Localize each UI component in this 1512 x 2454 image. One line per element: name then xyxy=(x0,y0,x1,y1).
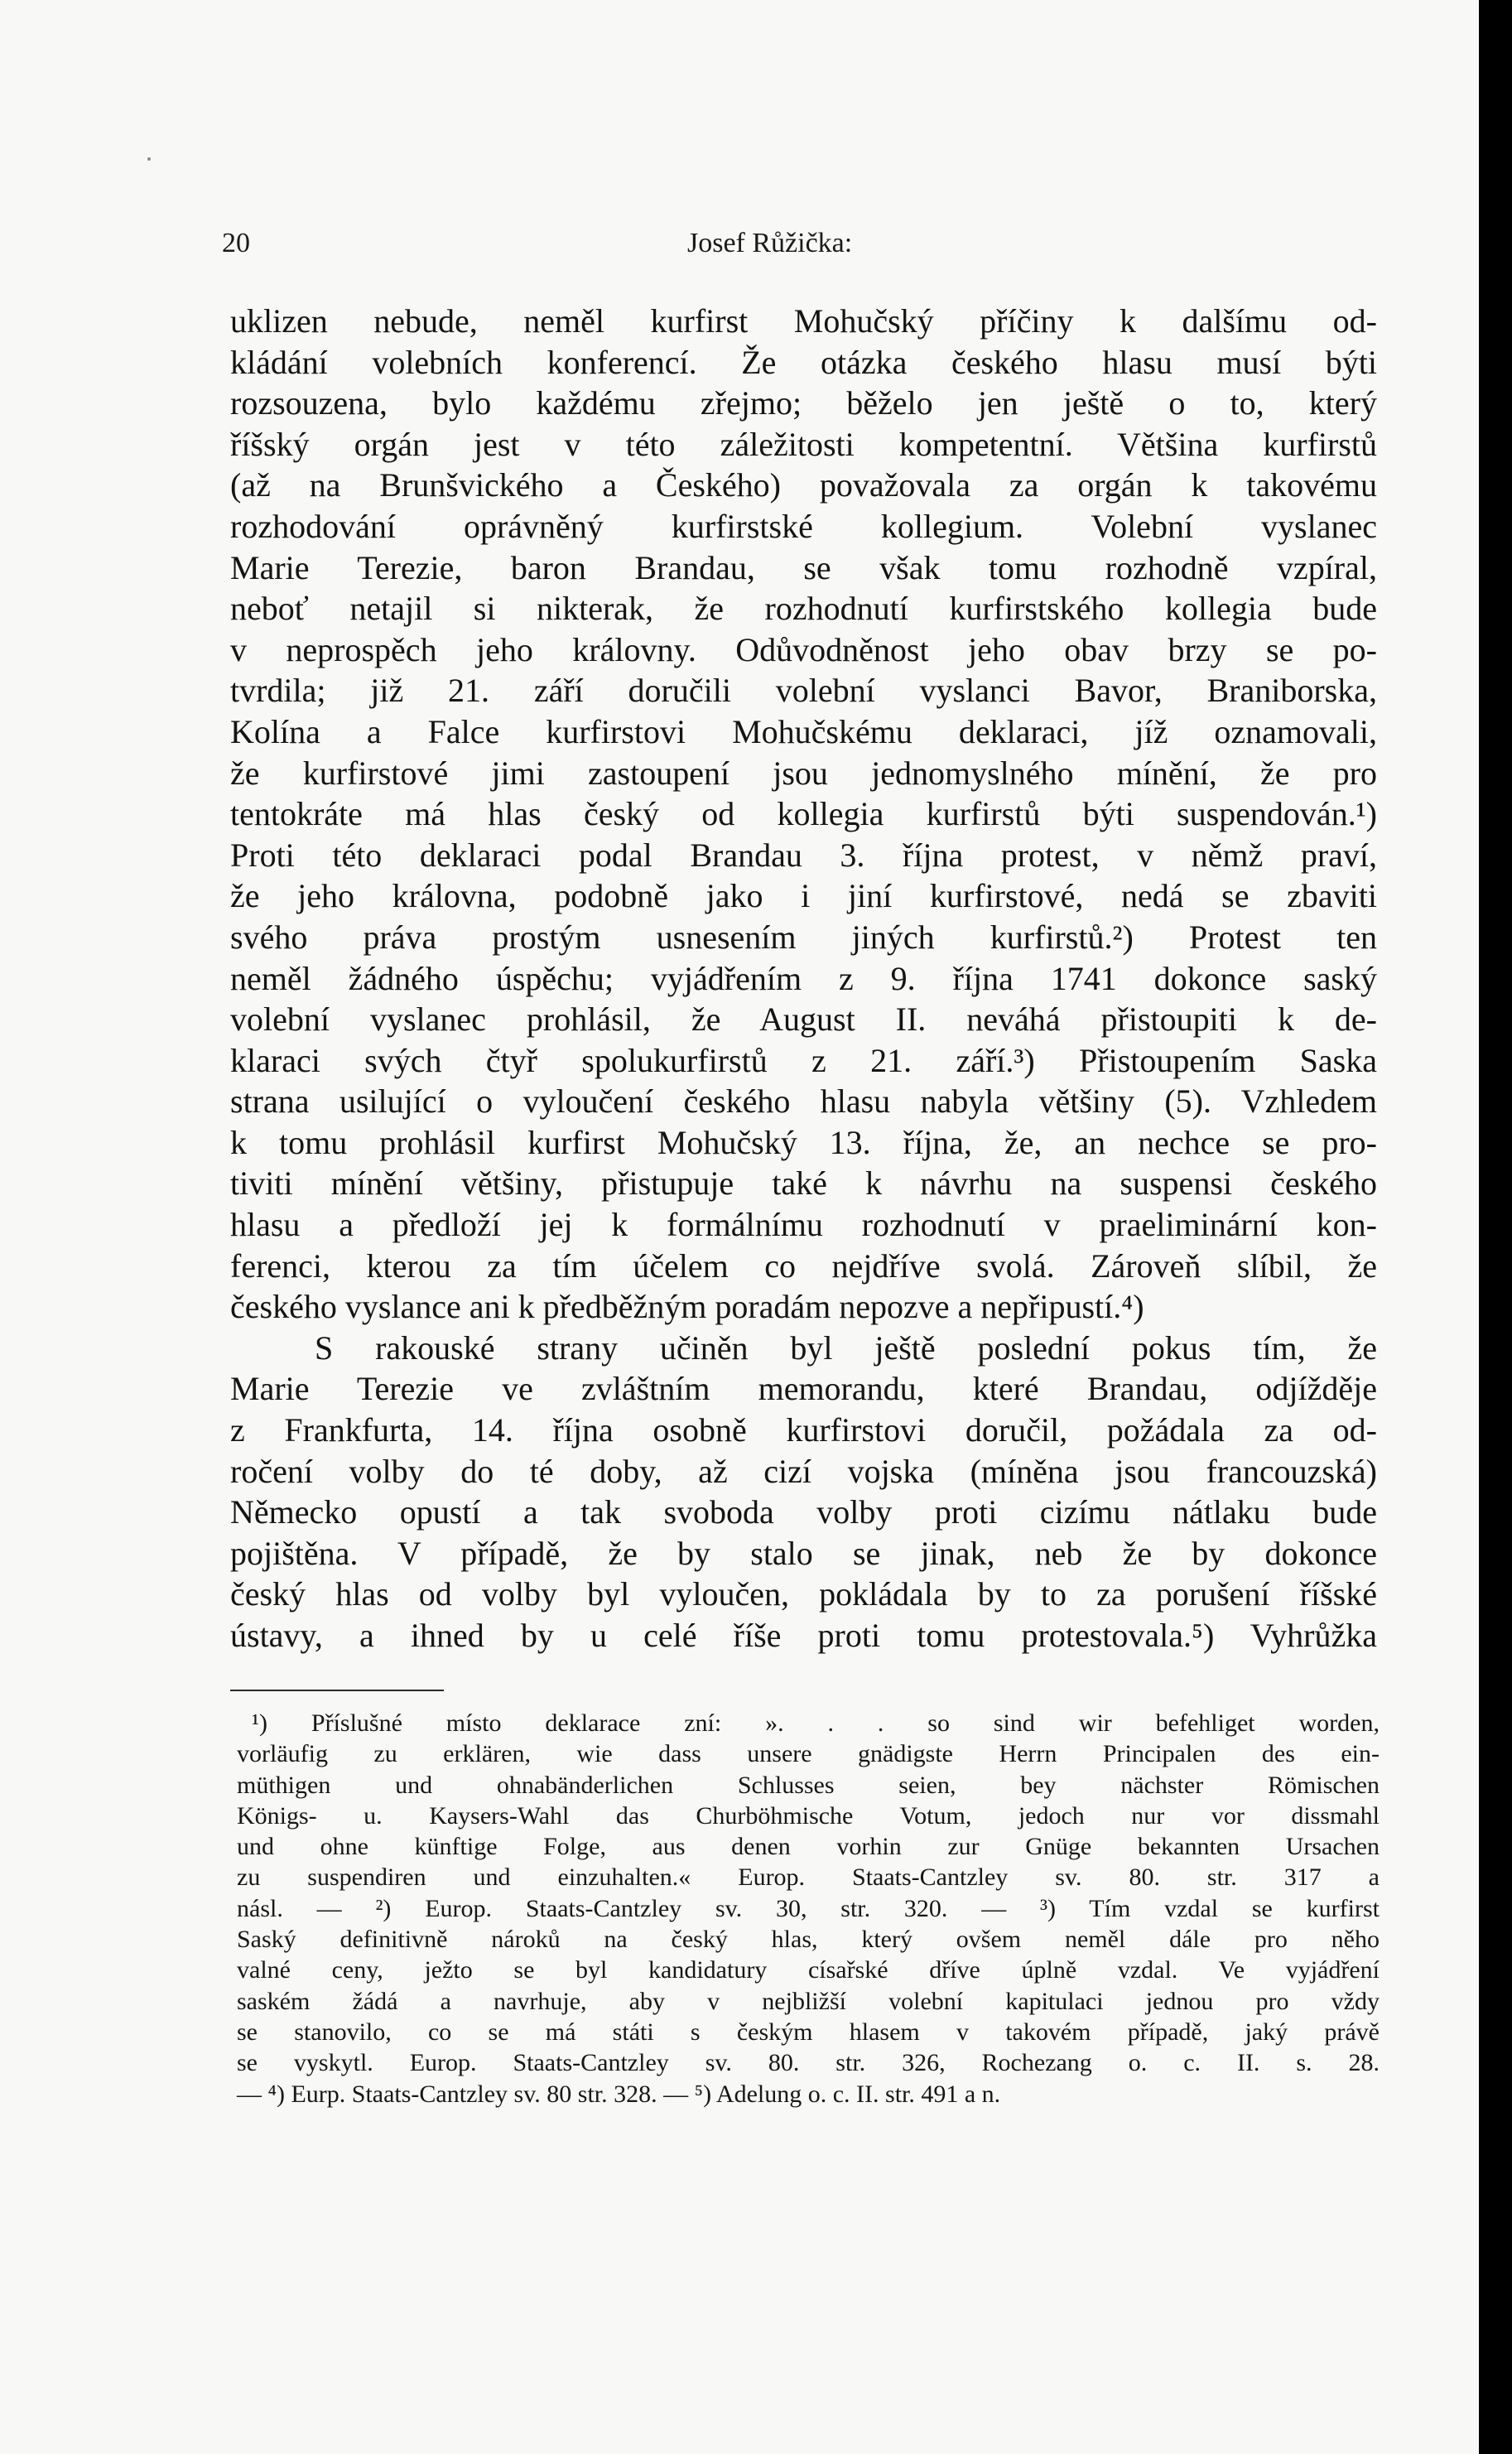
text-line: rozsouzena, bylo každému zřejmo; běželo jen ještě o to, který xyxy=(230,384,1377,422)
footnote-line: müthigen und ohnabänderlichen Schlusses seien, bey nächster Römischen xyxy=(237,1771,1380,1799)
text-line: uklizen nebude, neměl kurfirst Mohučský příčiny k dalšímu od- xyxy=(230,302,1377,340)
text-line: k tomu prohlásil kurfirst Mohučský 13. října, že, an nechce se pro- xyxy=(230,1123,1377,1161)
footnote-line: zu suspendiren und einzuhalten.« Europ. Staats-Cantzley sv. 80. str. 317 a xyxy=(237,1863,1380,1892)
text-line: Proti této deklaraci podal Brandau 3. října protest, v němž praví, xyxy=(230,836,1377,874)
text-line: pojištěna. V případě, že by stalo se jinak, neb že by dokonce xyxy=(230,1534,1377,1572)
footnote-line: Saský definitivně nároků na český hlas, který ovšem neměl dále pro něho xyxy=(237,1926,1380,1954)
text-line: ferenci, kterou za tím účelem co nejdříve svolá. Zároveň slíbil, že xyxy=(230,1246,1377,1285)
running-head: Josef Růžička: xyxy=(687,228,853,258)
text-line: hlasu a předloží jej k formálnímu rozhodnutí v praeliminární kon- xyxy=(230,1206,1377,1244)
footnote-line: und ohne künftige Folge, aus denen vorhin zur Gnüge bekannten Ursachen xyxy=(237,1833,1380,1861)
text-line: v neprospěch jeho královny. Odůvodněnost jeho obav brzy se po- xyxy=(230,630,1377,668)
text-line: volební vyslanec prohlásil, že August II. neváhá přistoupiti k de- xyxy=(230,1000,1377,1039)
text-line: rozhodování oprávněný kurfirstské kollegium. Volební vyslanec xyxy=(230,507,1377,545)
footnote-line: saském žádá a navrhuje, aby v nejbližší volební kapitulaci jednou pro vždy xyxy=(237,1987,1380,2015)
footnote-line: — ⁴) Eurp. Staats-Cantzley sv. 80 str. 328. — ⁵) Adelung o. c. II. str. 491 a n. xyxy=(237,2080,1001,2108)
text-line: neboť netajil si nikterak, že rozhodnutí kurfirstského kollegia bude xyxy=(230,590,1377,628)
text-line: Německo opustí a tak svoboda volby proti cizímu nátlaku bude xyxy=(230,1493,1377,1531)
text-line: Kolína a Falce kurfirstovi Mohučskému deklaraci, jíž oznamovali, xyxy=(230,712,1377,750)
text-line: českého vyslance ani k předběžným poradám nepozve a nepřipustí.⁴) xyxy=(230,1288,1144,1326)
footnote-line: se stanovilo, co se má státi s českým hlasem v takovém případě, jaký právě xyxy=(237,2018,1380,2046)
main-text xyxy=(230,301,1377,1656)
speck-mark xyxy=(147,157,151,161)
text-line: kládání volebních konferencí. Že otázka českého hlasu musí býti xyxy=(230,343,1377,381)
text-line: ročení volby do té doby, až cizí vojska (míněna jsou francouzská) xyxy=(230,1452,1377,1490)
footnote-line: ¹) Příslušné místo deklarace zní: ». . . so sind wir befehliget worden, xyxy=(252,1709,1380,1737)
text-line: strana usilující o vyloučení českého hlasu nabyla většiny (5). Vzhledem xyxy=(230,1082,1377,1121)
text-line: tentokráte má hlas český od kollegia kurfirstů býti suspendován.¹) xyxy=(230,795,1377,833)
text-line: že kurfirstové jimi zastoupení jsou jednomyslného mínění, že pro xyxy=(230,754,1377,792)
text-line: klaraci svých čtyř spolukurfirstů z 21. září.³) Přistoupením Saska xyxy=(230,1041,1377,1079)
footnote-line: valné ceny, ježto se byl kandidatury císařské dříve úplně vzdal. Ve vyjádření xyxy=(237,1956,1380,1984)
text-line: Marie Terezie ve zvláštním memorandu, které Brandau, odjížděje xyxy=(230,1370,1377,1408)
text-line: ústavy, a ihned by u celé říše proti tomu protestovala.⁵) Vyhrůžka xyxy=(230,1617,1377,1654)
page-number: 20 xyxy=(222,228,250,258)
footnote-line: násl. — ²) Europ. Staats-Cantzley sv. 30, str. 320. — ³) Tím vzdal se kurfirst xyxy=(237,1894,1380,1922)
text-line: (až na Brunšvického a Českého) považovala za orgán k takovému xyxy=(230,466,1377,504)
footnote-line: Königs- u. Kaysers-Wahl das Churböhmische Votum, jedoch nur vor dissmahl xyxy=(237,1801,1380,1830)
footnote-line: vorläufig zu erklären, wie dass unsere gnädigste Herrn Principalen des ein- xyxy=(237,1740,1380,1768)
page-header xyxy=(0,228,1479,277)
footnote-divider xyxy=(230,1690,444,1691)
text-line: z Frankfurta, 14. října osobně kurfirstovi doručil, požádala za od- xyxy=(230,1411,1377,1449)
text-line: svého práva prostým usnesením jiných kurfirstů.²) Protest ten xyxy=(230,918,1377,956)
footnotes xyxy=(237,1708,1380,2109)
text-line: že jeho královna, podobně jako i jiní kurfirstové, nedá se zbaviti xyxy=(230,877,1377,915)
footnote-line: se vyskytl. Europ. Staats-Cantzley sv. 80. str. 326, Rochezang o. c. II. s. 28. xyxy=(237,2049,1380,2077)
text-line: říšský orgán jest v této záležitosti kompetentní. Většina kurfirstů xyxy=(230,425,1377,463)
text-line: tiviti mínění většiny, přistupuje také k návrhu na suspensi českého xyxy=(230,1164,1377,1203)
paragraph-start-line: S rakouské strany učiněn byl ještě poslední pokus tím, že xyxy=(315,1328,1377,1367)
text-line: tvrdila; již 21. září doručili volební vyslanci Bavor, Braniborska, xyxy=(230,672,1377,710)
text-line: neměl žádného úspěchu; vyjádřením z 9. října 1741 dokonce saský xyxy=(230,959,1377,997)
text-line: Marie Terezie, baron Brandau, se však tomu rozhodně vzpíral, xyxy=(230,548,1377,586)
text-line: český hlas od volby byl vyloučen, pokládala by to za porušení říšské xyxy=(230,1575,1377,1613)
